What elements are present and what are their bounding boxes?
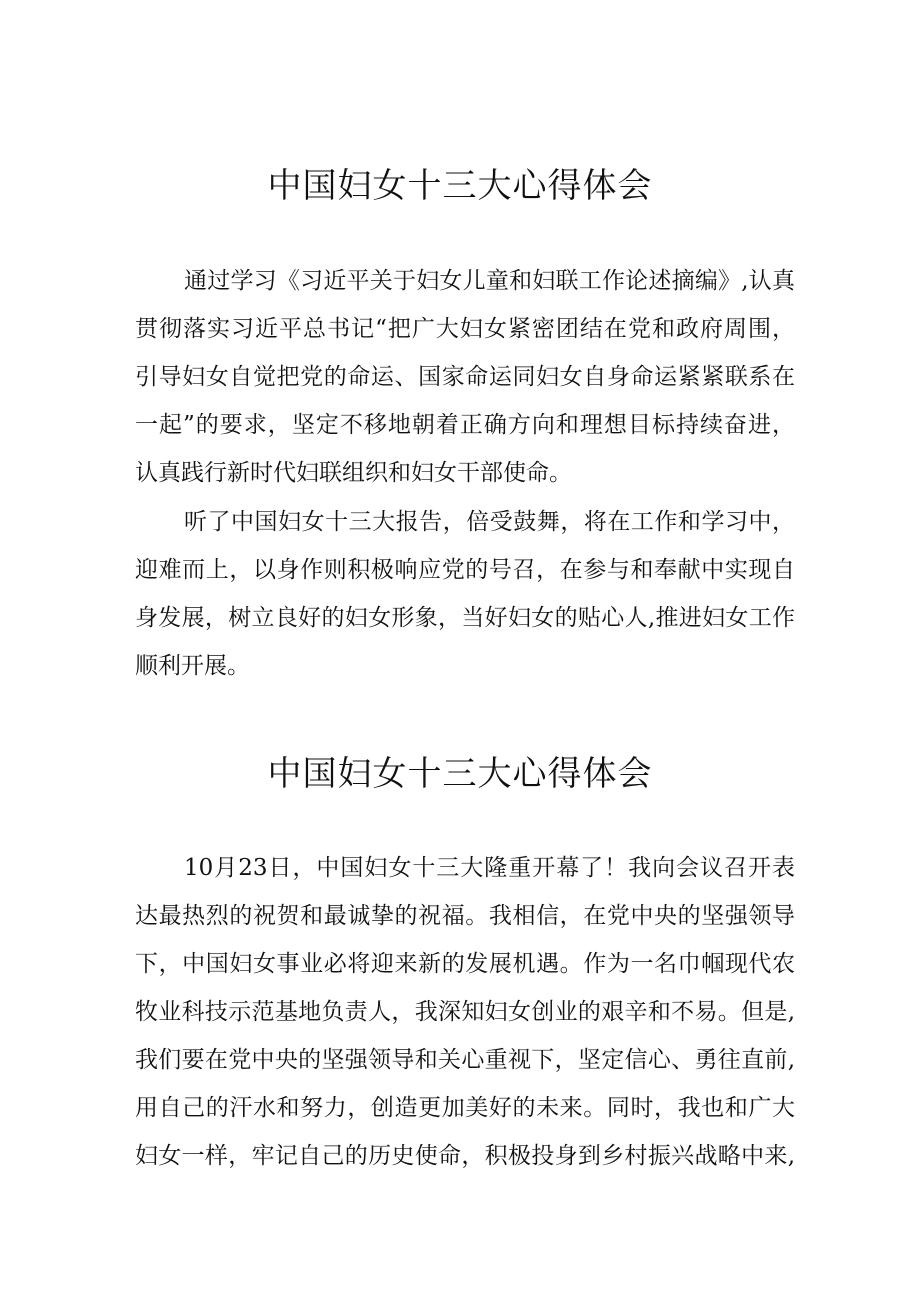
section-2-paragraph-1-line-6: 用自己的汗水和努力，创造更加美好的未来。同时，我也和广大 bbox=[135, 1095, 795, 1121]
section-1-paragraph-1-line-4: 一起”的要求，坚定不移地朝着正确方向和理想目标持续奋进， bbox=[135, 412, 795, 438]
section-2-paragraph-1-line-2: 达最热烈的祝贺和最诚挚的祝福。我相信，在党中央的坚强领导 bbox=[135, 903, 795, 929]
section-1-paragraph-2-line-3: 身发展，树立良好的妇女形象，当好妇女的贴心人,推进妇女工作 bbox=[135, 605, 795, 631]
section-2-paragraph-1-line-7: 妇女一样，牢记自己的历史使命，积极投身到乡村振兴战略中来, bbox=[135, 1143, 795, 1169]
section-2-paragraph-1-line-5: 我们要在党中央的坚强领导和关心重视下，坚定信心、勇往直前, bbox=[135, 1047, 795, 1073]
section-1-paragraph-2-line-4: 顺利开展。 bbox=[135, 653, 250, 679]
section-1-paragraph-1-line-3: 引导妇女自觉把党的命运、国家命运同妇女自身命运紧紧联系在 bbox=[135, 364, 795, 390]
section-2-title: 中国妇女十三大心得体会 bbox=[267, 754, 653, 794]
section-1-paragraph-1-line-5: 认真践行新时代妇联组织和妇女干部使命。 bbox=[135, 460, 572, 486]
section-1-paragraph-2-line-1: 听了中国妇女十三大报告，倍受鼓舞，将在工作和学习中， bbox=[184, 509, 795, 535]
section-1-paragraph-2-line-2: 迎难而上，以身作则积极响应党的号召，在参与和奉献中实现自 bbox=[135, 557, 795, 583]
section-2-paragraph-1-line-1: 10月23日，中国妇女十三大隆重开幕了！我向会议召开表 bbox=[184, 855, 795, 881]
section-1-paragraph-1-line-1: 通过学习《习近平关于妇女儿童和妇联工作论述摘编》,认真 bbox=[184, 268, 795, 294]
section-1-paragraph-1-line-2: 贯彻落实习近平总书记“把广大妇女紧密团结在党和政府周围， bbox=[135, 316, 795, 342]
section-2-paragraph-1-line-4: 牧业科技示范基地负责人，我深知妇女创业的艰辛和不易。但是, bbox=[135, 999, 795, 1025]
section-2-paragraph-1-line-3: 下，中国妇女事业必将迎来新的发展机遇。作为一名巾帼现代农 bbox=[135, 951, 795, 977]
section-1-title: 中国妇女十三大心得体会 bbox=[267, 166, 653, 206]
